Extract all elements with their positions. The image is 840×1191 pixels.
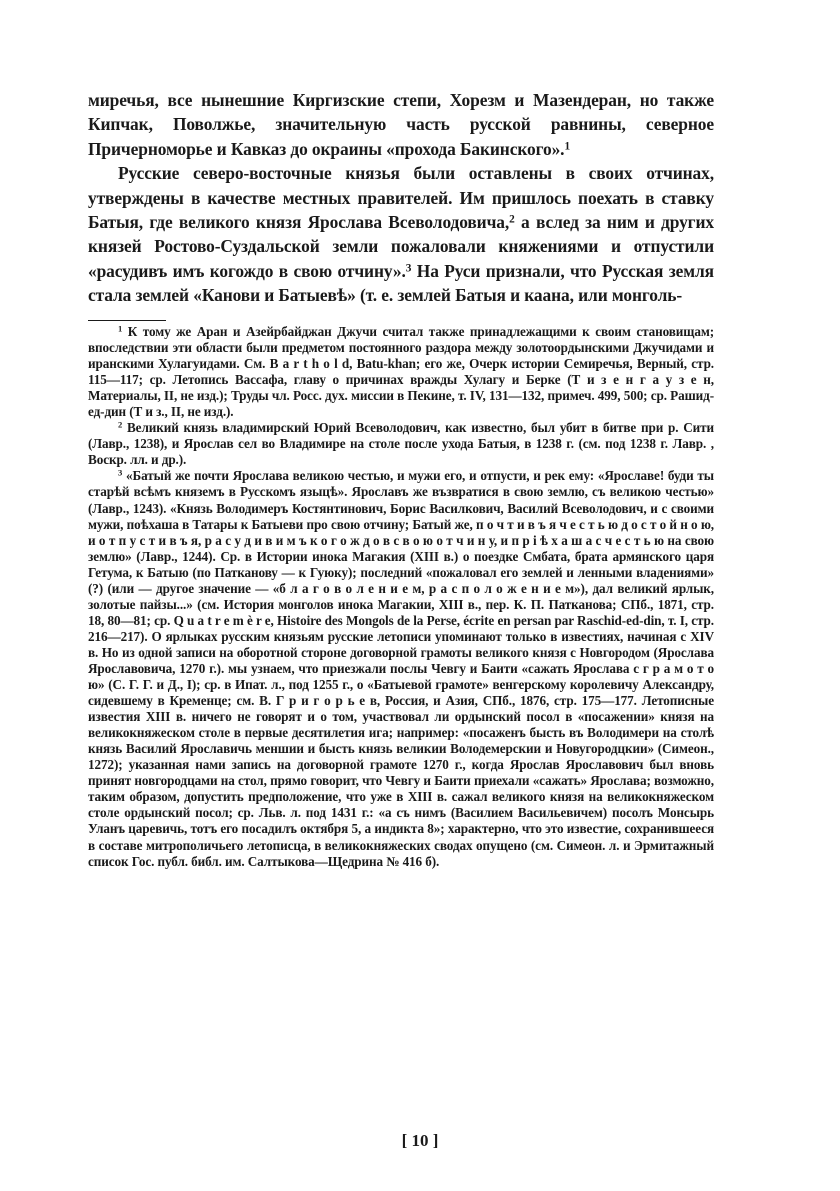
footnote-1 — [88, 324, 714, 420]
footnote-2-text: Великий князь владимирский Юрий Всеволодович, как известно, был убит в битве при р. Сити (Лавр., 1238), и Ярослав сел во Владимире на столе после ухода Батыя, в 1238 г. (см. под 1238 г. Лавр. , Воскр. лл. и др.). — [88, 420, 714, 468]
footnote-ref-3: 3 — [405, 262, 412, 275]
footnote-2 — [88, 420, 714, 468]
main-paragraph-2-text-b: а вслед за ним и других князей Ростово-Суздальской земли пожаловали княжениями и отпустили «расудивъ имъ когождо в свою отчину». — [88, 212, 714, 281]
footnote-1-text: К тому же Аран и Азейрбайджан Джучи считал также принадлежащими к своим становищам; впоследствии эти области были предметом постоянного раздора между золотоордынскими Джучидами и иранскими Хулагуидами. См. B a r t h o l d, Batu-khan; его же, Очерк истории Семиречья, Верный, стр. 115—117; ср. Летопись Вассафа, главу о причинах вражды Хулагу и Берке (Т и з е н г а у з е н, Материалы, II, не изд.); Труды чл. Росс. дух. миссии в Пекине, т. IV, 131—132, примеч. 499, 500; ср. Рашид-ед-дин (Т и з., II, не изд.). — [88, 324, 714, 420]
footnote-3-number: 3 — [118, 468, 123, 479]
footnote-separator — [88, 320, 166, 321]
main-paragraph-1 — [88, 88, 714, 161]
footnote-2-number: 2 — [118, 420, 123, 430]
footnote-3-text: «Батый же почти Ярослава великою честью, и мужи его, и отпусти, и рек ему: «Ярославе! буди ты старѣй всѣмъ княземъ в Русскомъ языцѣ». Ярославъ же възвратися в свою землю, съ великою честью» (Лавр., 1243). «Князь Володимеръ Костянтинович, Борис Василкович, Василий Всеволодович, и с своими мужи, поѣхаша в Татары к Батыеви про свою отчину; Батый же, п о ч т и в ъ я ч е с т ь ю д о с т о й н о ю, и о т п у с т и в ъ я, р а с у д и в и м ъ к о г о ж д о в с в о ю о т ч и н у, и п р і ѣ х а ш а с ч е с т ь ю на свою землю» (Лавр., 1244). Ср. в Истории инока Магакия (XIII в.) о поездке Смбата, брата армянского царя Гетума, к Батыю (по Патканову — к Гуюку); последний «пожаловал его землей и ленными владениями» (?) (или — другое значение — «б л а г о в о л е н и е м, р а с п о л о ж е н и е м»), дал великий ярлык, золотые пайзы...» (см. История монголов инока Магакии, XIII в., пер. К. П. Патканова; СПб., 1871, стр. 18, 80—81; ср. Q u a t r e m è r e, Histoire des Mongols de la Perse, écrite en persan par Raschid-ed-din, т. I, стр. 216—217). О ярлыках русским князьям русские летописи упоминают только в известиях, начиная с XIV в. Но из одной записи на оборотной стороне договорной грамоты великого князя с Новгородом (Ярослава Ярославовича, 1270 г.). мы узнаем, что приезжали послы Чевгу и Баити «сажать Ярослава с г р а м о т о ю» (С. Г. Г. и Д., I); ср. в Ипат. л., под 1255 г., о «Батыевой грамоте» венгерскому королевичу Александру, сидевшему в Кременце; см. В. Г р и г о р ь е в, Россия, и Азия, СПб., 1876, стр. 175—177. Летописные известия XIII в. ничего не говорят и о том, участвовал ли ордынский посол в «посажении» князя на великокняжеском столе в первые десятилетия ига; например: «посаженъ бысть въ Володимери на столѣ князь Василий Ярославичь меншии и бысть князь великии Володемерскии и Новугородцкии» (Симеон., 1272); указанная нами запись на договорной грамоте 1270 г., когда Ярослав Ярославович был вновь принят новгородцами на стол, прямо говорит, что Чевгу и Баити приехали «сажать» Ярослава; возможно, таким образом, допустить предположение, что уже в XIII в. сажал великого князя на великокняжеском столе ордынский посол; ср. Льв. л. под 1431 г.: «а съ нимъ (Василием Васильевичем) посолъ Монсырь Уланъ царевичь, тотъ его посадилъ октября 5, а индикта 8»; характерно, что это известие, сохранившееся в составе митрополичьего летописца, в великокняжеских сводах опущено (см. Симеон. л. и Эрмитажный список Гос. публ. библ. им. Салтыкова—Щедрина № 416 б). — [88, 468, 714, 869]
footnote-ref-2: 2 — [509, 213, 515, 226]
footnote-1-number: 1 — [118, 323, 123, 334]
footnote-ref-1: 1 — [564, 140, 570, 153]
main-paragraph-2-text-c: На Руси признали, что Русская земля стала землей «Канови и Батыевѣ» (т. е. землей Батыя и каана, или монголь- — [88, 260, 714, 306]
main-paragraph-2 — [88, 161, 714, 307]
main-paragraph-1-text: миречья, все нынешние Киргизские степи, Хорезм и Мазендеран, но также Кипчак, Поволжье, значительную часть русской равнины, северное Причерноморье и Кавказ до окраины «прохода Бакинского». — [88, 90, 714, 159]
main-paragraph-2-text-a: Русские северо-восточные князья были оставлены в своих отчинах, утверждены в качестве местных правителей. Им пришлось поехать в ставку Батыя, где великого князя Ярослава Всеволодовича, — [88, 163, 714, 233]
footnote-3 — [88, 468, 714, 869]
page-number: [ 10 ] — [401, 1131, 439, 1150]
footnotes — [88, 324, 714, 870]
main-text — [88, 88, 714, 308]
